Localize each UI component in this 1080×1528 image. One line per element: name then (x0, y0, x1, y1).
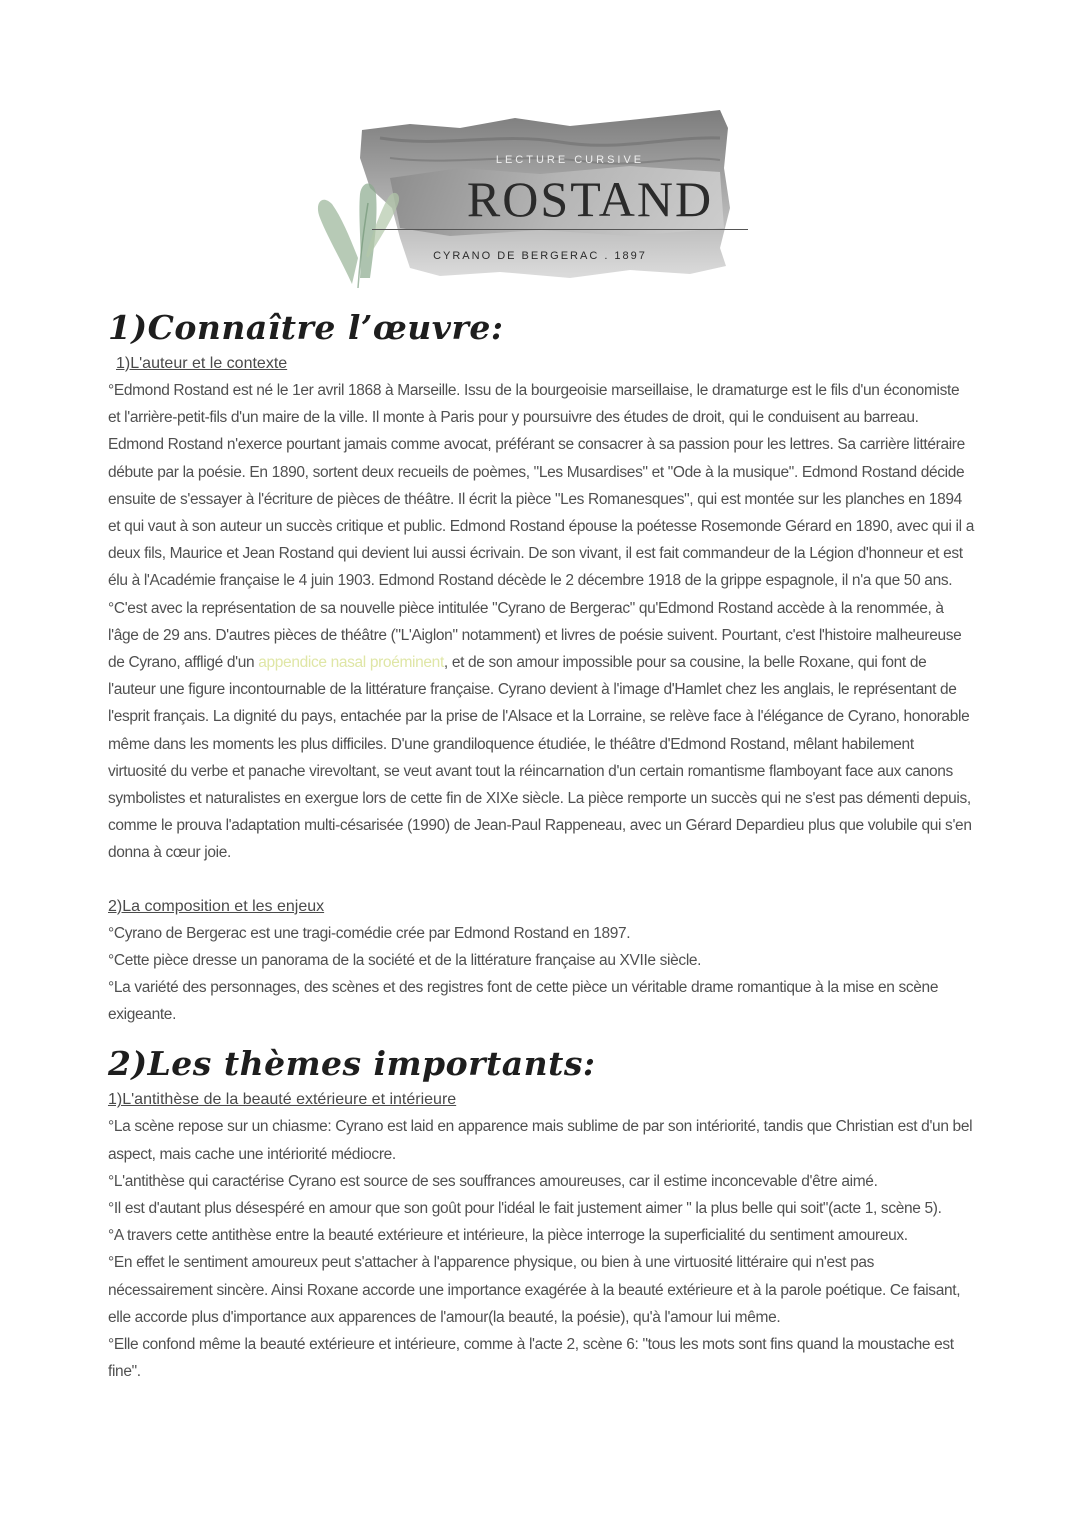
section2-sub1-paragraph1: °La scène repose sur un chiasme: Cyrano est laid en apparence mais sublime de par son intériorité, tandis que Christian est d'un bel aspect, mais cache une intériorité médiocre. (108, 1118, 973, 1163)
section2-sub1-title: 1)L'antithèse de la beauté extérieure et intérieure (108, 1091, 457, 1109)
section2-sub1-paragraph4: °A travers cette antithèse entre la beauté extérieure et intérieure, la pièce interroge la superficialité du sentiment amoureux. (108, 1227, 908, 1245)
section2-sub1-paragraph2: °L'antithèse qui caractérise Cyrano est source de ses souffrances amoureuses, car il estime inconcevable d'être aimé. (108, 1172, 878, 1190)
section2-heading: 2)Les thèmes importants: (108, 1044, 596, 1084)
leaf-icon (318, 200, 358, 284)
paragraph2-end: , et de son amour impossible pour sa cousine, la belle Roxane, qui font de l'auteur une figure incontournable de la littérature française. Cyrano devient à l'image d'Hamlet chez les anglais, le représentant de l'esprit français. La dignité du pays, entachée par la prise de l'Alsace et la Lorraine, se relève face à l'élégance de Cyrano, honorable même dans les moments les plus difficiles. D'une grandiloquence étudiée, le théâtre d'Edmond Rostand, mêlant habilement virtuosité du verbe et panache virevoltant, se veut avant tout la réincarnation d'un certain romantisme flamboyant face aux canons symbolistes et naturalistes en exergue lors de cette fin de XIXe siècle. La pièce remporte un succès qui ne s'est pas démenti depuis, comme le prouva l'adaptation multi-césarisée (1990) de Jean-Paul Rappeneau, avec un Gérard Depardieu plus que volubile qui s'en donna à cœur joie. (108, 654, 972, 862)
highlighted-phrase: appendice nasal proéminent (258, 654, 444, 672)
title-banner (300, 108, 760, 298)
section1-sub1-paragraph1: °Edmond Rostand est né le 1er avril 1868 à Marseille. Issu de la bourgeoisie marseillaise, le dramaturge est le fils d'un économiste et l'arrière-petit-fils d'un maire de la ville. Il monte à Paris pour y poursuivre des études de droit, qui le conduisent au barreau. Edmond Rostand n'exerce pourtant jamais comme avocat, préférant se consacrer à sa passion pour les lettres. Sa carrière littéraire débute par la poésie. En 1890, sortent deux recueils de poèmes, "Les Musardises" et "Ode à la musique". Edmond Rostand décide ensuite de s'essayer à l'écriture de pièces de théâtre. Il écrit la pièce "Les Romanesques", qui est montée sur les planches en 1894 et qui vaut à son auteur un succès critique et public. Edmond Rostand épouse la poétesse Rosemonde Gérard en 1890, avec qui il a deux fils, Maurice et Jean Rostand qui devient lui aussi écrivain. De son vivant, il est fait commandeur de la Légion d'honneur et est élu à l'Académie française le 4 juin 1903. Edmond Rostand décède le 2 décembre 1918 de la grippe espagnole, il n'a que 50 ans. (108, 382, 974, 590)
section1-heading: 1)Connaître l’œuvre: (108, 308, 504, 347)
banner-title: ROSTAND (466, 171, 714, 227)
section1-sub1-title: 1)L'auteur et le contexte (116, 355, 288, 372)
section2-sub1-paragraph3: °Il est d'autant plus désespéré en amour que son goût pour l'idéal le fait justement aimer " la plus belle qui soit"(acte 1, scène 5). (108, 1200, 942, 1218)
banner-subtitle: CYRANO DE BERGERAC . 1897 (433, 250, 647, 262)
banner-kicker: LECTURE CURSIVE (495, 154, 645, 166)
section1-sub2-paragraph1: °Cyrano de Bergerac est une tragi-comédie crée par Edmond Rostand en 1897. (108, 924, 631, 942)
section2-sub1-paragraph6: °Elle confond même la beauté extérieure et intérieure, comme à l'acte 2, scène 6: "tous les mots sont fins quand la moustache est fine". (108, 1336, 954, 1381)
section1-sub2-title: 2)La composition et les enjeux (108, 897, 325, 915)
paragraph2-start: °C'est avec la représentation de sa nouvelle pièce intitulée "Cyrano de Bergerac" qu'Edmond Rostand accède à la renommée, à l'âge de 29 ans. D'autres pièces de théâtre ("L'Aiglon" notamment) et livres de poésie suivent. Pourtant, c'est l'histoire malheureuse de Cyrano, affligé d'un (108, 599, 962, 672)
document-content (108, 300, 974, 1386)
section2-sub1-paragraph5: °En effet le sentiment amoureux peut s'attacher à l'apparence physique, ou bien à une virtuosité littéraire qui n'est pas nécessairement sincère. Ainsi Roxane accorde une importance exagérée à la beauté extérieure et à la parole poétique. Ce faisant, elle accorde plus d'importance aux apparences de l'amour(la beauté, la poésie), qu'à l'amour lui même. (108, 1254, 961, 1326)
section1-sub2-paragraph3: °La variété des personnages, des scènes et des registres font de cette pièce un véritable drame romantique à la mise en scène exigeante. (108, 979, 939, 1024)
section1-sub2-paragraph2: °Cette pièce dresse un panorama de la société et de la littérature française au XVIIe siècle. (108, 951, 702, 969)
section1-sub1-paragraph2 (108, 595, 974, 867)
banner-divider (372, 229, 748, 230)
